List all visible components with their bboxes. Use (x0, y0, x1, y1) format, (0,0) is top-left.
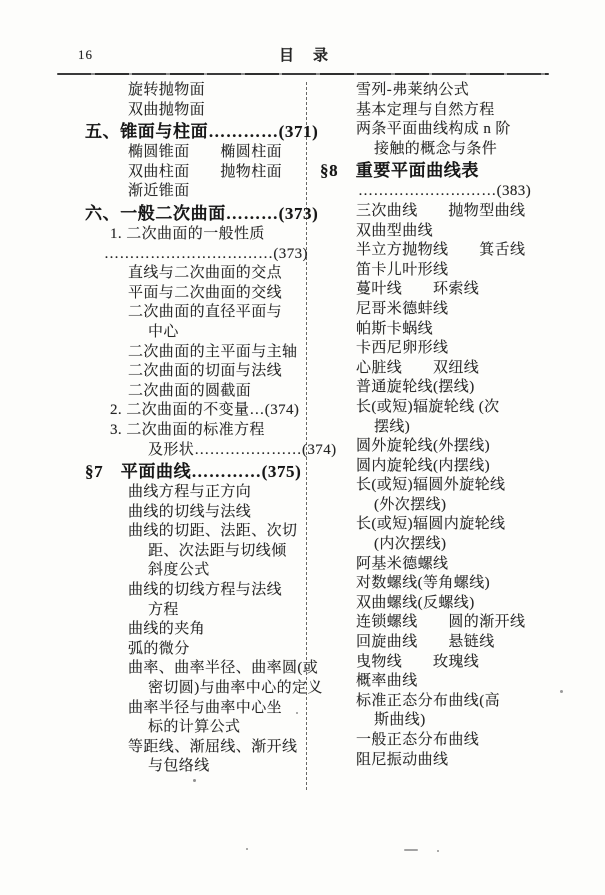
toc-line: 椭圆锥面 椭圆柱面 (128, 144, 283, 161)
toc-line: 两条平面曲线构成 n 阶 (356, 121, 511, 138)
toc-section-heading: 六、一般二次曲面………(373) (85, 203, 319, 223)
toc-line: 卡西尼卵形线 (356, 340, 449, 357)
toc-line: 长(或短)辐旋轮线 (次 (356, 398, 500, 415)
toc-line: 普通旋轮线(摆线) (356, 379, 475, 396)
toc-line: ………………………(383) (358, 183, 532, 200)
scan-speckle (193, 779, 196, 782)
toc-line: 概率曲线 (356, 673, 418, 690)
toc-line: 与包络线 (148, 758, 210, 775)
toc-line: 尼哥米德蚌线 (356, 300, 449, 317)
toc-line: 斯曲线) (374, 712, 426, 729)
toc-line: 密切圆)与曲率中心的定义 (148, 680, 323, 697)
toc-line: 曲率半径与曲率中心坐 (128, 699, 283, 716)
toc-line: 距、次法距与切线倾 (148, 542, 287, 559)
toc-line: 帕斯卡蜗线 (356, 320, 434, 337)
scan-speckle (246, 848, 248, 850)
toc-line: 一般正态分布曲线 (356, 732, 480, 748)
toc-right-column (312, 81, 558, 770)
toc-line: 及形状…………………(374) (148, 441, 337, 458)
page-title: 目 录 (278, 48, 330, 64)
toc-line: 长(或短)辐圆内旋轮线 (356, 516, 506, 533)
toc-line: 二次曲面的直径平面与 (128, 304, 283, 321)
toc-line: 双曲螺线(反螺线) (356, 594, 475, 611)
toc-line: 1. 二次曲面的一般性质 (110, 225, 265, 242)
toc-line: 标的计算公式 (148, 719, 241, 736)
toc-line: 半立方抛物线 箕舌线 (356, 242, 526, 259)
toc-line: 2. 二次曲面的不变量…(374) (110, 402, 300, 419)
toc-line: 圆外旋轮线(外摆线) (356, 438, 490, 455)
toc-line: 曲率、曲率半径、曲率圆(或 (128, 660, 319, 677)
toc-line: 平面与二次曲面的交线 (128, 284, 283, 301)
header-rule (57, 73, 549, 75)
toc-line: 长(或短)辐圆外旋轮线 (356, 477, 506, 494)
toc-line: 雪列-弗莱纳公式 (356, 82, 470, 98)
toc-line: 双曲型曲线 (356, 222, 434, 239)
toc-line: 旋转抛物面 (128, 82, 206, 98)
toc-line: 渐近锥面 (128, 183, 190, 200)
toc-line: 二次曲面的主平面与主轴 (128, 343, 298, 360)
toc-line: 摆线) (374, 418, 411, 435)
toc-line: 直线与二次曲面的交点 (128, 265, 283, 282)
scan-speckle (560, 690, 563, 693)
toc-line: 3. 二次曲面的标准方程 (110, 421, 265, 438)
toc-section-heading: 五、锥面与柱面…………(371) (85, 122, 319, 142)
toc-line: 对数螺线(等角螺线) (356, 575, 490, 592)
toc-line: 曲线的夹角 (128, 621, 206, 638)
toc-line: 接触的概念与条件 (374, 140, 498, 157)
toc-line: 三次曲线 抛物型曲线 (356, 202, 526, 219)
toc-line: (内次摆线) (374, 536, 447, 553)
toc-line: 圆内旋轮线(内摆线) (356, 457, 490, 474)
toc-line: 蔓叶线 环索线 (356, 281, 480, 298)
toc-line: 二次曲面的切面与法线 (128, 363, 283, 380)
toc-line: ……………………………(373) (104, 245, 308, 262)
toc-line: 阿基米德螺线 (356, 555, 449, 572)
toc-line: 回旋曲线 悬链线 (356, 634, 495, 651)
toc-line: 笛卡儿叶形线 (356, 261, 449, 278)
toc-line: 曲线的切距、法距、次切 (128, 523, 298, 540)
toc-line: 基本定理与自然方程 (356, 101, 495, 118)
toc-line: 双曲柱面 抛物柱面 (128, 163, 283, 180)
toc-line: 曳物线 玫瑰线 (356, 653, 480, 670)
toc-left-column (60, 81, 337, 777)
toc-line: 双曲抛物面 (128, 101, 206, 118)
toc-line: 曲线的切线方程与法线 (128, 582, 283, 599)
toc-line: 心脏线 双纽线 (356, 359, 480, 376)
toc-line: 等距线、渐屈线、渐开线 (128, 738, 298, 755)
scan-speckle (437, 850, 439, 852)
toc-line: 曲线方程与正方向 (128, 484, 252, 501)
toc-line: 斜度公式 (148, 562, 210, 579)
toc-line: 二次曲面的圆截面 (128, 382, 252, 399)
toc-line: 中心 (148, 323, 179, 340)
toc-line: 阻尼振动曲线 (356, 751, 449, 768)
toc-line: 弧的微分 (128, 640, 190, 657)
scan-speckle (404, 849, 418, 851)
scan-speckle (296, 712, 298, 714)
page-header (60, 44, 549, 68)
toc-line: 连锁螺线 圆的渐开线 (356, 614, 526, 631)
toc-line: (外次摆线) (374, 496, 447, 513)
toc-line: 方程 (148, 601, 179, 618)
toc-line: 曲线的切线与法线 (128, 503, 252, 520)
toc-section-heading: §7 平面曲线…………(375) (85, 462, 302, 482)
page-number: 16 (78, 47, 93, 62)
toc-line: 标准正态分布曲线(高 (356, 692, 500, 709)
toc-section-heading: §8 重要平面曲线表 (320, 161, 479, 181)
